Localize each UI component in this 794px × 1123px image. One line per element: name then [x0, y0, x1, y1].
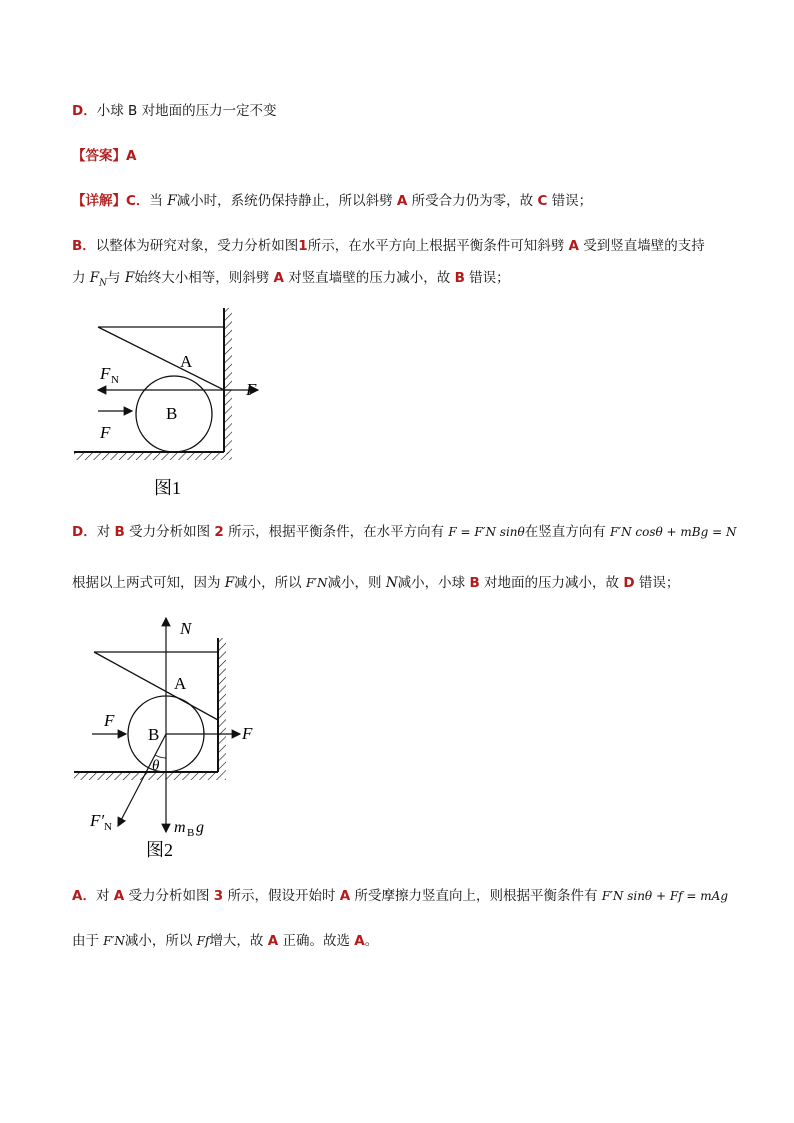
- wall-hatch: [224, 308, 232, 454]
- part-d-text: 所示，根据平衡条件，在水平方向有: [228, 524, 445, 540]
- part-a-text: 减小，所以: [124, 933, 193, 949]
- wedge-a: [94, 652, 218, 720]
- fig2-label-n: N: [180, 619, 192, 638]
- option-d: [72, 101, 277, 121]
- part-b-f: F: [124, 270, 135, 286]
- fig1-label-fn: F: [100, 364, 111, 383]
- figure-2: [70, 612, 280, 876]
- part-d-text: 减小，所以: [234, 575, 302, 591]
- answer-line: [72, 146, 136, 166]
- answer-bracket: 【答案】: [72, 148, 126, 164]
- part-a-text: 所示，假设开始时: [227, 888, 336, 904]
- wall-hatch: [218, 638, 226, 772]
- part-d-line-1: [72, 522, 736, 542]
- fig1-label-f-left: F: [100, 423, 111, 442]
- detail-c-text-2: 减小时，系统仍保持静止，所以斜劈: [176, 193, 393, 209]
- fig1-label-fn-sub: N: [111, 374, 119, 386]
- fig2-label-fn: F′: [90, 811, 105, 830]
- fig2-label-a: A: [174, 674, 187, 693]
- part-a-text: 。: [364, 933, 379, 949]
- part-d-b: B: [469, 575, 480, 591]
- part-b-text: 对竖直墙壁的压力减小，故: [288, 270, 451, 286]
- part-b-fn: F: [89, 270, 100, 286]
- part-b-fig-ref: 1: [298, 238, 308, 254]
- part-a-text: 受力分析如图: [128, 888, 210, 904]
- detail-c-text-1: 当: [149, 193, 163, 209]
- part-d-b: B: [114, 524, 125, 540]
- part-b-b: B: [454, 270, 465, 286]
- fig2-label-fn-sub: N: [104, 821, 112, 833]
- figure-1-svg: [70, 305, 270, 505]
- figure-2-svg: [70, 612, 280, 872]
- part-a-a: A: [113, 888, 125, 904]
- part-d-eq2: F′N cosθ + mBg = N: [610, 525, 737, 539]
- part-d-text: 对: [96, 524, 111, 540]
- part-b-line-2: [72, 268, 510, 294]
- fig1-label-f-right: F: [246, 380, 257, 399]
- fig2-caption: 图2: [146, 840, 173, 860]
- part-d-text: 根据以上两式可知，因为: [72, 575, 221, 591]
- detail-c-f: F: [167, 193, 177, 209]
- detail-c-c: C: [537, 193, 548, 209]
- part-b-a: A: [568, 238, 579, 254]
- detail-c-label: C．: [126, 193, 150, 209]
- part-a-fn: F′N: [103, 934, 125, 948]
- fig1-caption: 图1: [154, 478, 181, 498]
- ground-hatch: [74, 452, 232, 460]
- part-a-ff: Ff: [196, 934, 210, 948]
- part-a-text: 由于: [72, 933, 99, 949]
- fig2-label-b: B: [148, 725, 160, 744]
- part-d-n: N: [385, 575, 398, 591]
- detail-bracket: 【详解】: [72, 193, 126, 209]
- fig1-label-b: B: [166, 404, 178, 423]
- part-b-fn-sub: N: [99, 278, 108, 289]
- detail-c-a: A: [396, 193, 408, 209]
- part-a-text: 对: [95, 888, 110, 904]
- part-d-d: D: [623, 575, 635, 591]
- figure-1: [70, 305, 270, 509]
- part-b-text: 所示，在水平方向上根据平衡条件可知斜劈: [307, 238, 565, 254]
- part-a-fig-ref: 3: [213, 888, 224, 904]
- part-d-text: 对地面的压力减小，故: [484, 575, 620, 591]
- part-b-text: 始终大小相等，则斜劈: [134, 270, 270, 286]
- part-b-a: A: [273, 270, 284, 286]
- fig2-label-f-left: F: [104, 711, 115, 730]
- fig2-label-theta: θ: [152, 758, 160, 774]
- part-a-eq: F′N sinθ + Ff = mAg: [601, 889, 729, 903]
- detail-c-text-4: 错误；: [551, 193, 593, 209]
- part-a-a: A: [339, 888, 351, 904]
- part-b-text: 以整体为研究对象，受力分析如图: [95, 238, 299, 254]
- fig1-label-a: A: [180, 352, 193, 371]
- part-a-text: 正确。故选: [282, 933, 350, 949]
- part-b-text: 受到竖直墙壁的支持: [583, 238, 705, 254]
- option-d-text: 小球 B 对地面的压力一定不变: [96, 103, 277, 119]
- part-a-a: A: [354, 933, 365, 949]
- part-d-label: D．: [72, 524, 97, 540]
- part-d-eq1: F = F′N sinθ: [448, 525, 525, 539]
- part-d-text: 在竖直方向有: [524, 524, 606, 540]
- part-d-fig-ref: 2: [214, 524, 224, 540]
- part-d-line-2: [72, 573, 679, 593]
- detail-c-line: [72, 191, 592, 211]
- ground-hatch: [74, 772, 226, 780]
- detail-c-text-3: 所受合力仍为零，故: [411, 193, 534, 209]
- part-d-fn: F′N: [305, 576, 328, 590]
- part-d-text: 减小，小球: [397, 575, 466, 591]
- part-a-line-2: [72, 931, 378, 951]
- part-b-text: 与: [107, 270, 121, 286]
- part-b-text: 力: [72, 270, 86, 286]
- fig2-label-mg-g: g: [196, 819, 204, 836]
- part-b-text: 错误；: [469, 270, 510, 286]
- part-a-text: 增大，故: [209, 933, 264, 949]
- option-d-label: D．: [72, 103, 97, 119]
- part-d-text: 减小，则: [327, 575, 382, 591]
- part-d-text: 错误；: [638, 575, 680, 591]
- fig2-label-f-right: F: [242, 724, 253, 743]
- fig2-label-mg-m: m: [174, 819, 186, 836]
- answer-value: A: [126, 148, 137, 164]
- part-a-label: A．: [72, 888, 96, 904]
- part-a-a: A: [267, 933, 279, 949]
- part-a-line-1: [72, 886, 728, 906]
- part-d-text: 受力分析如图: [129, 524, 211, 540]
- part-a-text: 所受摩擦力竖直向上，则根据平衡条件有: [354, 888, 598, 904]
- part-b-line-1: [72, 236, 705, 256]
- part-b-label: B．: [72, 238, 96, 254]
- fig2-label-mg-sub: B: [187, 827, 195, 839]
- part-d-f: F: [224, 575, 235, 591]
